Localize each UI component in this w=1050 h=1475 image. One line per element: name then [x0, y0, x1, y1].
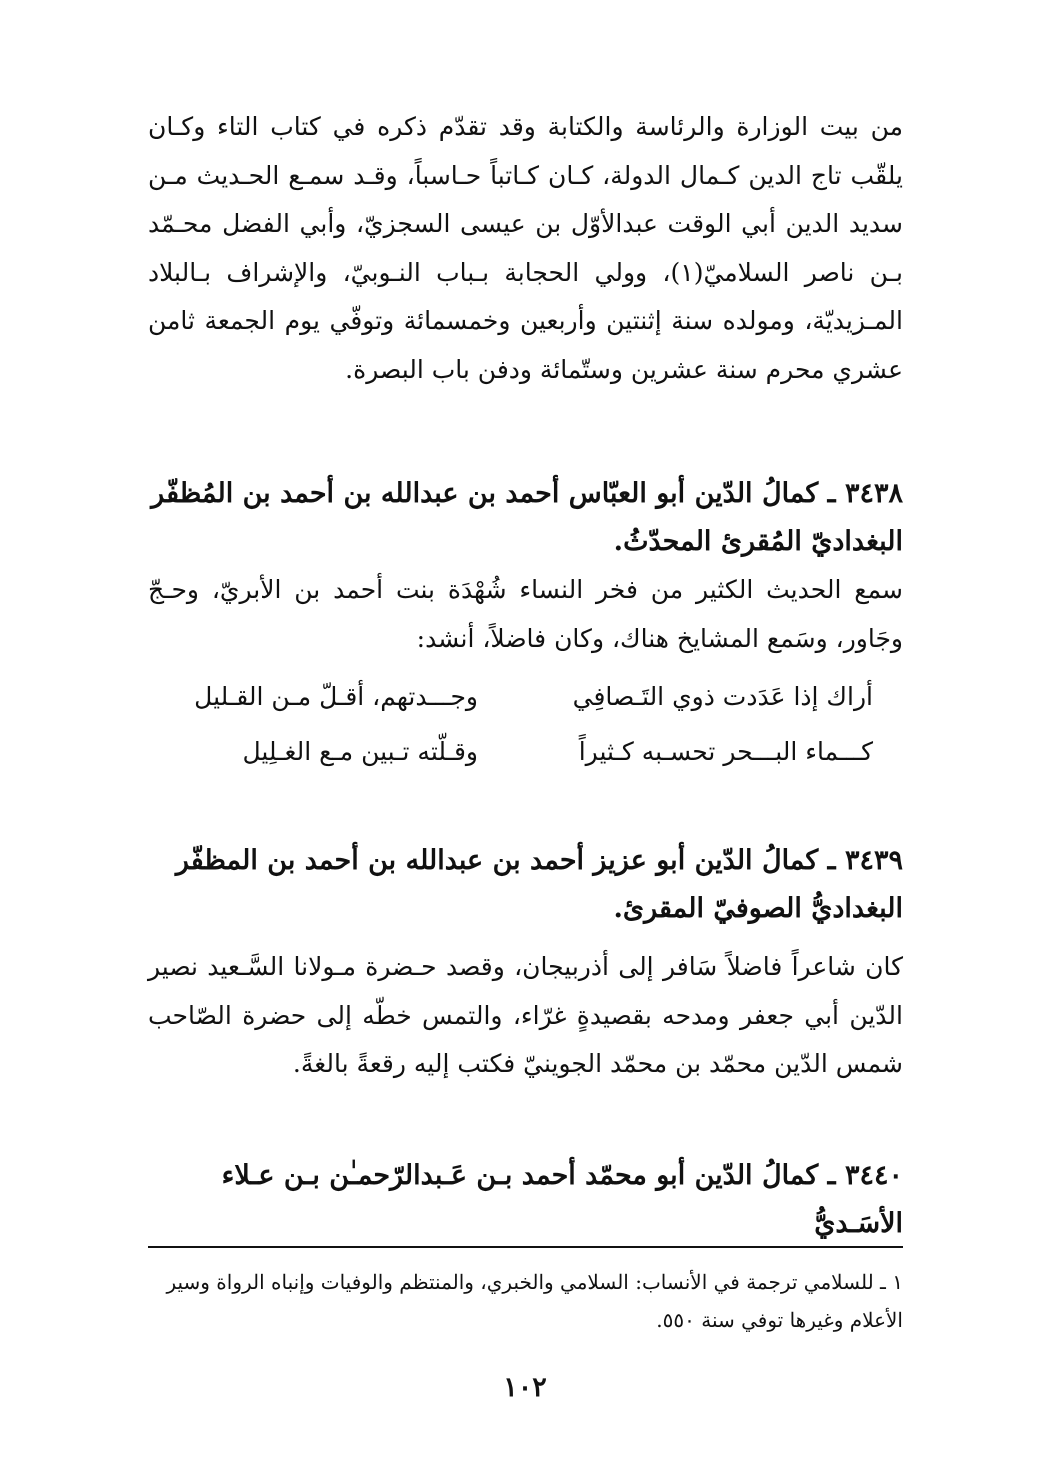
entry-3439-body: كان شاعراً فاضلاً سَافر إلى أذربيجان، وقصد حـضرة مـولانا السَّـعيد نصير الدّين أبي جعفر ومدحه بقصيدةٍ غرّاء، والتمس خطّه إلى حضرة الصّاحب شمس الدّين محمّد بن محمّد الجوينيّ فكتب إليه رقعةً بالغةً.	[148, 952, 903, 1079]
verse-1-first-hemistich: أراك إذا عَدَدت ذوي التَـصافِي	[572, 682, 873, 711]
verse-line-2	[148, 728, 903, 776]
footnote-separator	[148, 1246, 903, 1248]
entry-3440-heading: ٣٤٤٠ ـ كمالُ الدّين أبو محمّد أحمد بـن عَـبدالرّحمـٰن بـن عـلاء الأسَـديُّ	[221, 1160, 903, 1239]
entry-3438-heading: ٣٤٣٨ ـ كمالُ الدّين أبو العبّاس أحمد بن عبدالله بن أحمد بن المُظفّر البغداديّ المُقرئ المحدّثُ.	[151, 478, 903, 557]
entry-3438-body: سمع الحديث الكثير من فخر النساء شُهْدَة بنت أحمد بن الأبريّ، وحـجّ وجَاور، وسَمع المشايخ هناك، وكان فاضلاً، أنشد:	[148, 575, 903, 653]
page-number: ١٠٢	[503, 1372, 547, 1403]
entry-3439-heading: ٣٤٣٩ ـ كمالُ الدّين أبو عزيز أحمد بن عبدالله بن أحمد بن المظفّر البغداديُّ الصوفيّ المقرئ.	[175, 845, 903, 924]
verse-2-second-hemistich: وقـلّته تـبين مـع الغـلِيل	[242, 737, 478, 766]
verse-1-second-hemistich: وجـــدتهم، أقـلّ مـن القـليل	[194, 682, 478, 711]
footnote-1: ١ ـ للسلامي ترجمة في الأنساب: السلامي والخبري، والمنتظم والوفيات وإنباه الرواة وسير الأعلام وغيرها توفي سنة ٥٥٠.	[166, 1270, 903, 1332]
verse-2-first-hemistich: كـــماء البـــحر تحسـبه كـثيراً	[578, 737, 873, 766]
verse-line-1	[148, 673, 903, 721]
intro-paragraph: من بيت الوزارة والرئاسة والكتابة وقد تقدّم ذكره في كتاب التاء وكـان يلقّب تاج الدين كـمال الدولة، كـان كـاتباً حـاسباً، وقـد سمـع الحـديث مـن سديد الدين أبي الوقت عبدالأوّل بن عيسى السجزيّ، وأبي الفضل محـمّد بـن ناصر السلاميّ(١)، وولي الحجابة بـباب النـوبيّ، والإشراف بـالبلاد المـزيديّة، ومولده سنة إثنتين وأربعين وخمسمائة وتوفّي يوم الجمعة ثامن عشري محرم سنة عشرين وستّمائة ودفن باب البصرة.	[148, 112, 903, 384]
